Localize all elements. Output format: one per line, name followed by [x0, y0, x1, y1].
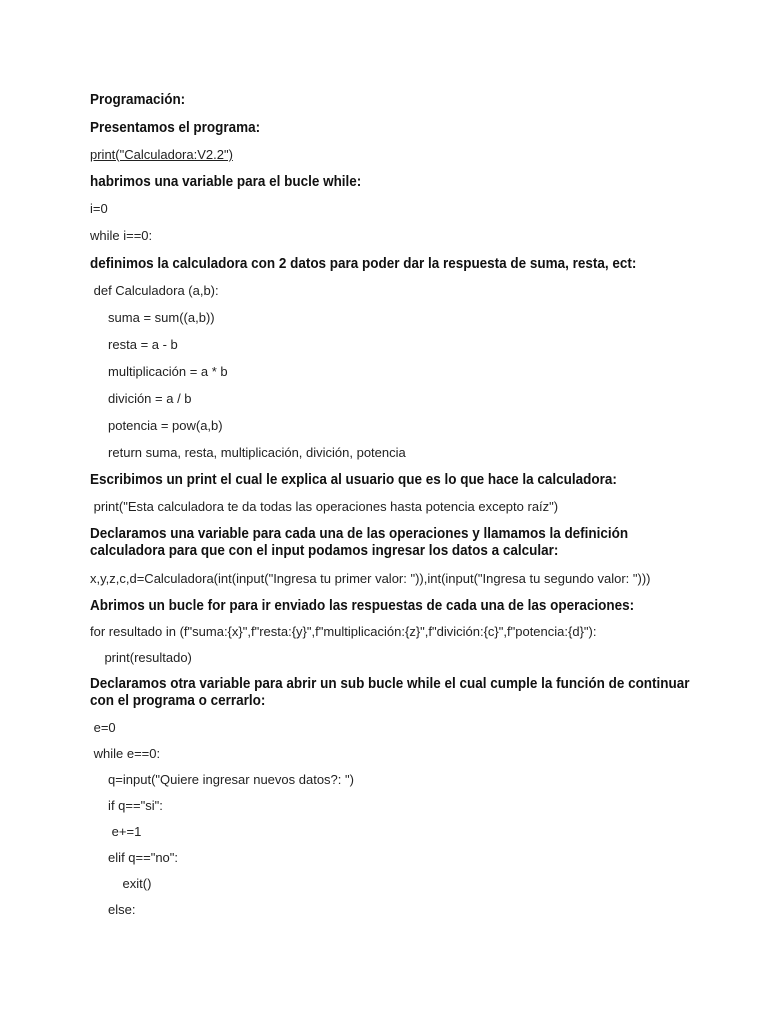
heading-abrimos-for: Abrimos un bucle for para ir enviado las respuestas de cada una de las operaciones:: [90, 598, 635, 614]
code-line-exit: exit(): [90, 876, 152, 891]
heading-declaramos-sub-bucle: Declaramos otra variable para abrir un sub bucle while el cual cumple la función de continuar con el programa o cerrarlo:: [90, 676, 690, 709]
code-line-suma: suma = sum((a,b)): [90, 310, 215, 325]
code-line-print-resultado: print(resultado): [90, 650, 192, 665]
code-line-while-e: while e==0:: [90, 746, 161, 761]
document-title: Programación:: [90, 92, 186, 108]
code-line-i-init: i=0: [90, 201, 108, 216]
heading-variable-while: habrimos una variable para el bucle while:: [90, 174, 362, 190]
heading-presentamos: Presentamos el programa:: [90, 120, 261, 136]
code-line-return: return suma, resta, multiplicación, divición, potencia: [90, 445, 406, 460]
code-line-e-init: e=0: [90, 720, 116, 735]
code-line-elif-no: elif q=="no":: [90, 850, 179, 865]
code-line-print-version: print("Calculadora:V2.2"): [90, 147, 233, 162]
code-line-divicion: divición = a / b: [90, 391, 192, 406]
code-line-else: else:: [90, 902, 136, 917]
code-line-for: for resultado in (f"suma:{x}",f"resta:{y}",f"multiplicación:{z}",f"divición:{c}",f"potencia:{d}"):: [90, 624, 597, 639]
heading-escribimos: Escribimos un print el cual le explica al usuario que es lo que hace la calculadora:: [90, 472, 617, 488]
code-line-calculadora-call: x,y,z,c,d=Calculadora(int(input("Ingresa tu primer valor: ")),int(input("Ingresa tu segundo valor: "))): [90, 571, 651, 586]
heading-declaramos-variables: Declaramos una variable para cada una de las operaciones y llamamos la definición calculadora para que con el input podamos ingresar los datos a calcular:: [90, 526, 629, 559]
code-line-potencia: potencia = pow(a,b): [90, 418, 223, 433]
code-line-input-q: q=input("Quiere ingresar nuevos datos?: "): [90, 772, 354, 787]
code-line-while-i: while i==0:: [90, 228, 153, 243]
code-line-e-increment: e+=1: [90, 824, 142, 839]
code-line-if-si: if q=="si":: [90, 798, 163, 813]
heading-definimos: definimos la calculadora con 2 datos para poder dar la respuesta de suma, resta, ect:: [90, 256, 637, 272]
code-line-def: def Calculadora (a,b):: [90, 283, 219, 298]
code-line-print-info: print("Esta calculadora te da todas las operaciones hasta potencia excepto raíz"): [90, 499, 559, 514]
code-line-multiplicacion: multiplicación = a * b: [90, 364, 228, 379]
code-line-resta: resta = a - b: [90, 337, 178, 352]
